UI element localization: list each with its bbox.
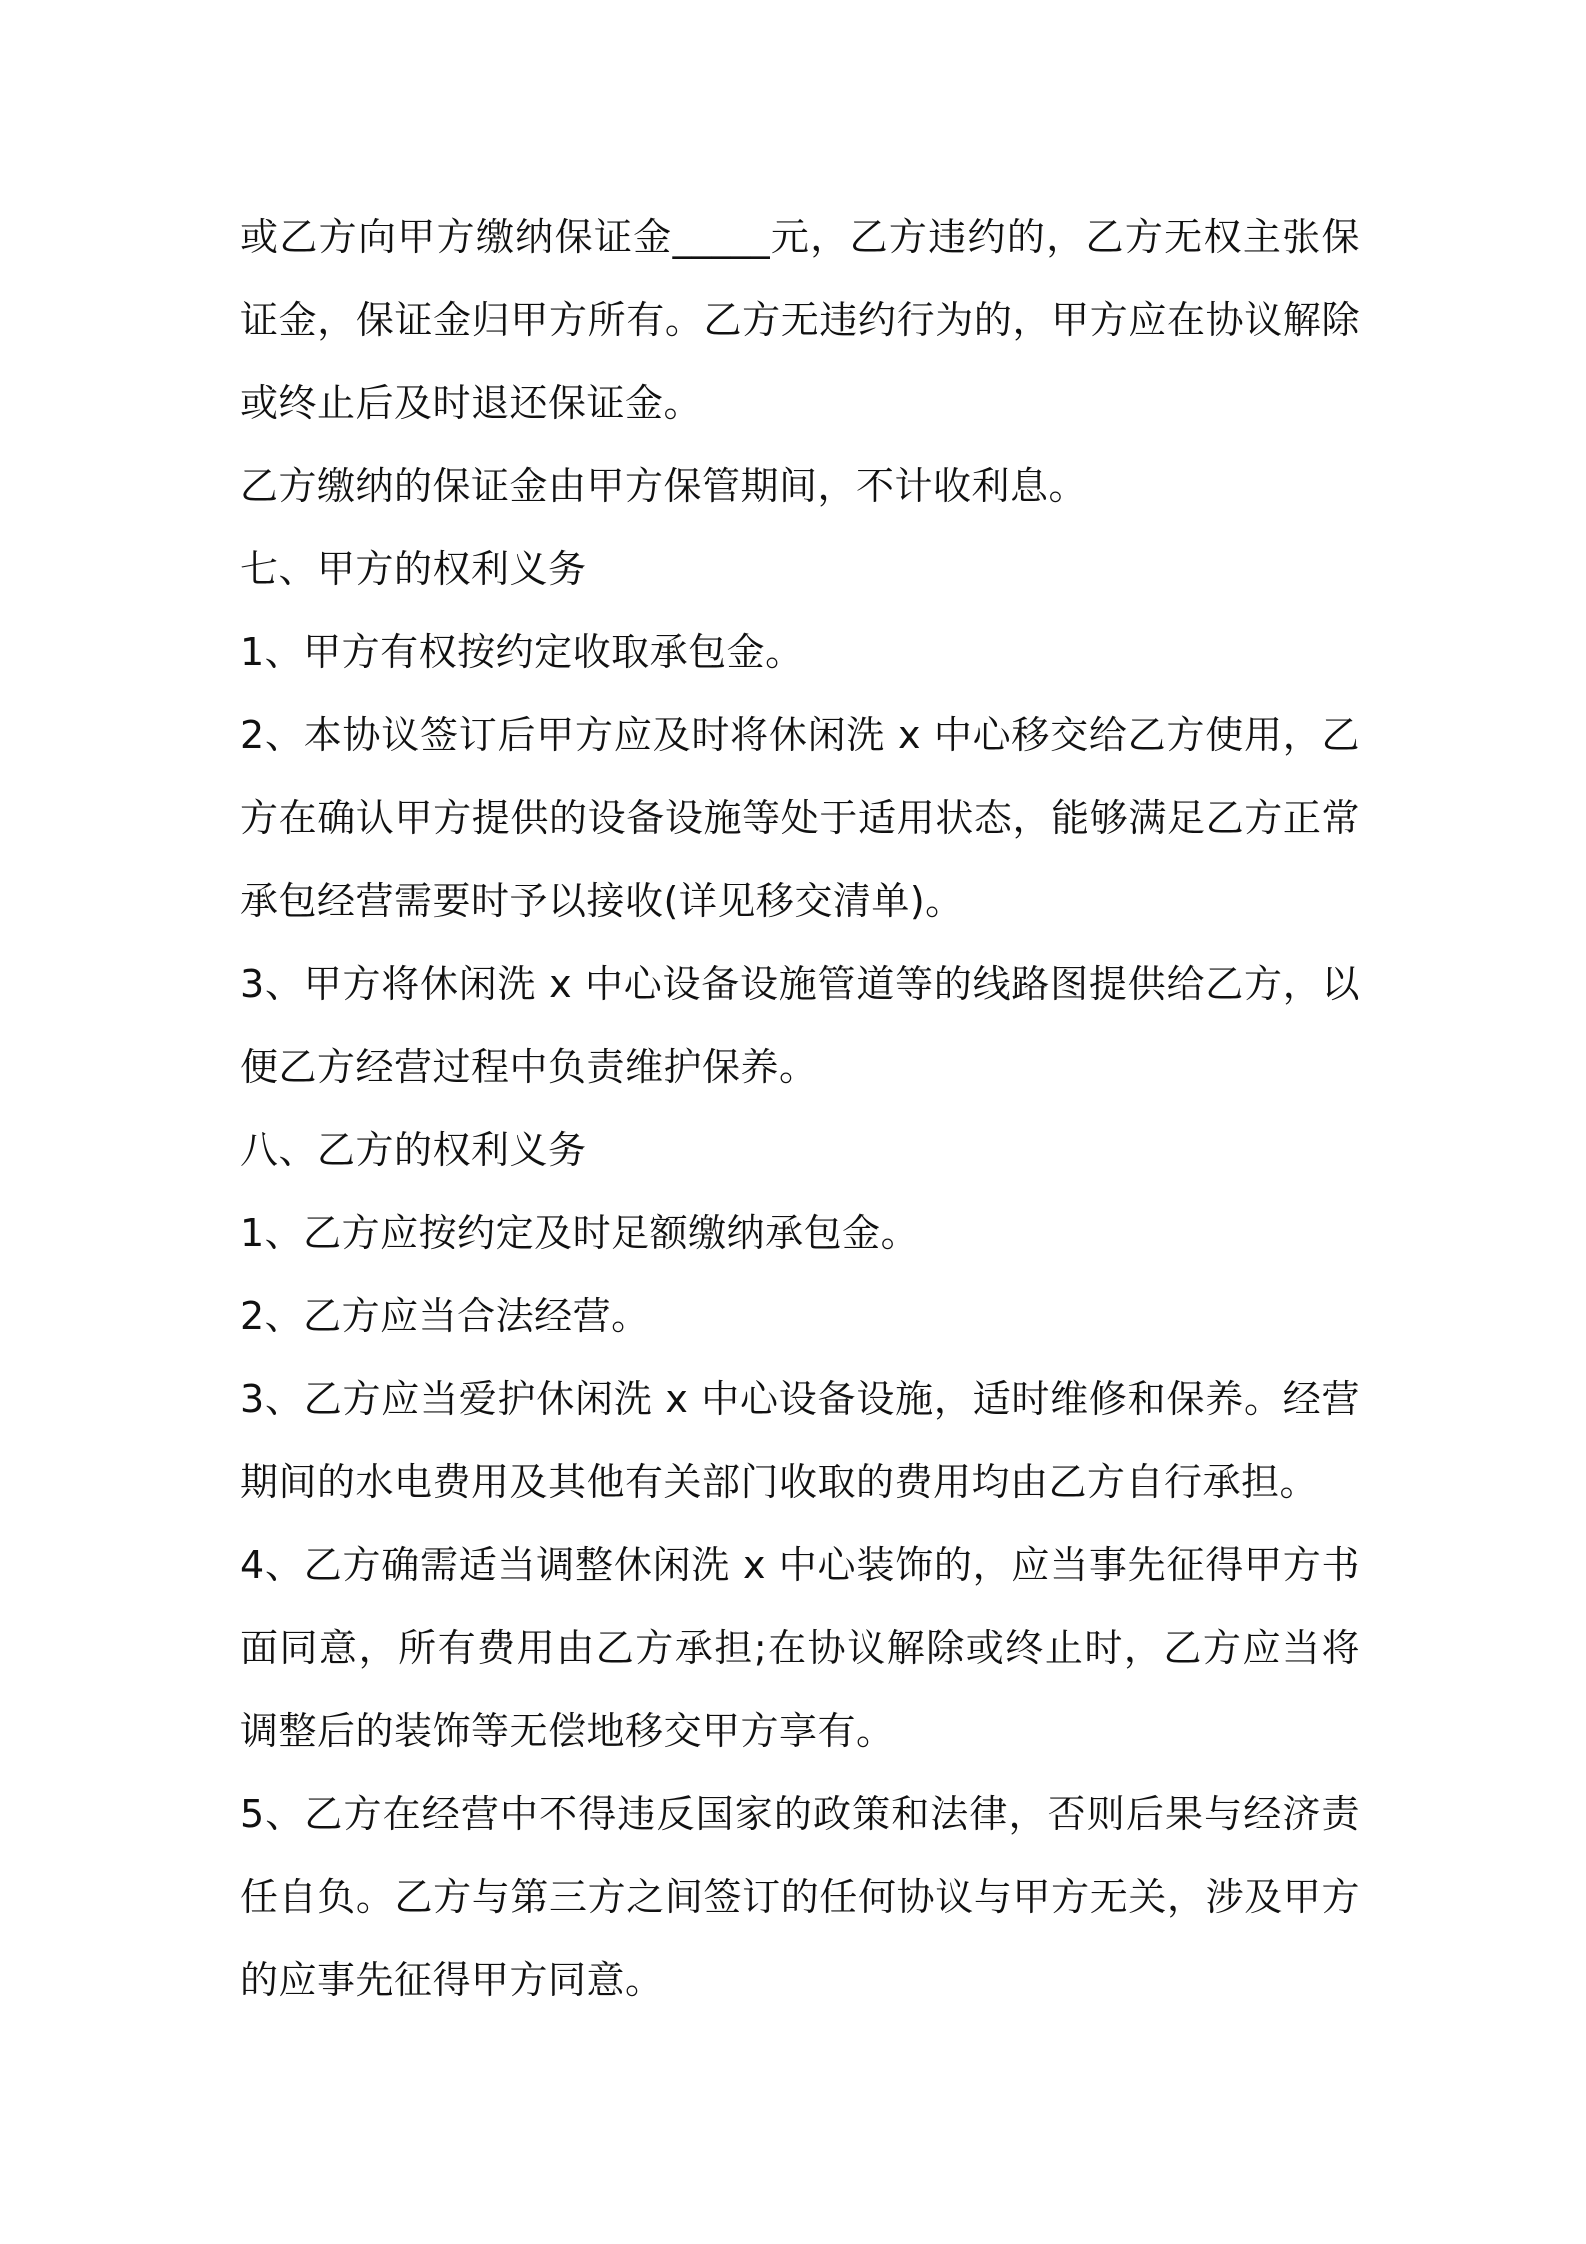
section-heading-party-b: 八、乙方的权利义务 [240, 1128, 587, 1172]
paragraph-party-b-item-1: 1、乙方应按约定及时足额缴纳承包金。 [240, 1211, 920, 1255]
paragraph-party-b-item-5: 5、乙方在经营中不得违反国家的政策和法律，否则后果与经济责任自负。乙方与第三方之间签订的任何协议与甲方无关，涉及甲方的应事先征得甲方同意。 [240, 1792, 1360, 2002]
paragraph-party-a-item-2: 2、本协议签订后甲方应及时将休闲洗 x 中心移交给乙方使用，乙方在确认甲方提供的设备设施等处于适用状态，能够满足乙方正常承包经营需要时予以接收(详见移交清单)。 [240, 713, 1360, 923]
paragraph-party-a-item-3: 3、甲方将休闲洗 x 中心设备设施管道等的线路图提供给乙方，以便乙方经营过程中负责维护保养。 [240, 962, 1360, 1089]
paragraph-deposit-interest: 乙方缴纳的保证金由甲方保管期间，不计收利息。 [240, 464, 1088, 508]
paragraph-party-a-item-1: 1、甲方有权按约定收取承包金。 [240, 630, 804, 674]
paragraph-party-b-item-4: 4、乙方确需适当调整休闲洗 x 中心装饰的，应当事先征得甲方书面同意，所有费用由乙方承担;在协议解除或终止时，乙方应当将调整后的装饰等无偿地移交甲方享有。 [240, 1543, 1360, 1753]
paragraph-party-b-item-2: 2、乙方应当合法经营。 [240, 1294, 650, 1338]
section-heading-party-a: 七、甲方的权利义务 [240, 547, 587, 591]
document-body [240, 196, 1360, 2022]
paragraph-party-b-item-3: 3、乙方应当爱护休闲洗 x 中心设备设施，适时维修和保养。经营期间的水电费用及其他有关部门收取的费用均由乙方自行承担。 [240, 1377, 1360, 1504]
paragraph-deposit-terms: 或乙方向甲方缴纳保证金_____元，乙方违约的，乙方无权主张保证金，保证金归甲方所有。乙方无违约行为的，甲方应在协议解除或终止后及时退还保证金。 [240, 215, 1360, 425]
